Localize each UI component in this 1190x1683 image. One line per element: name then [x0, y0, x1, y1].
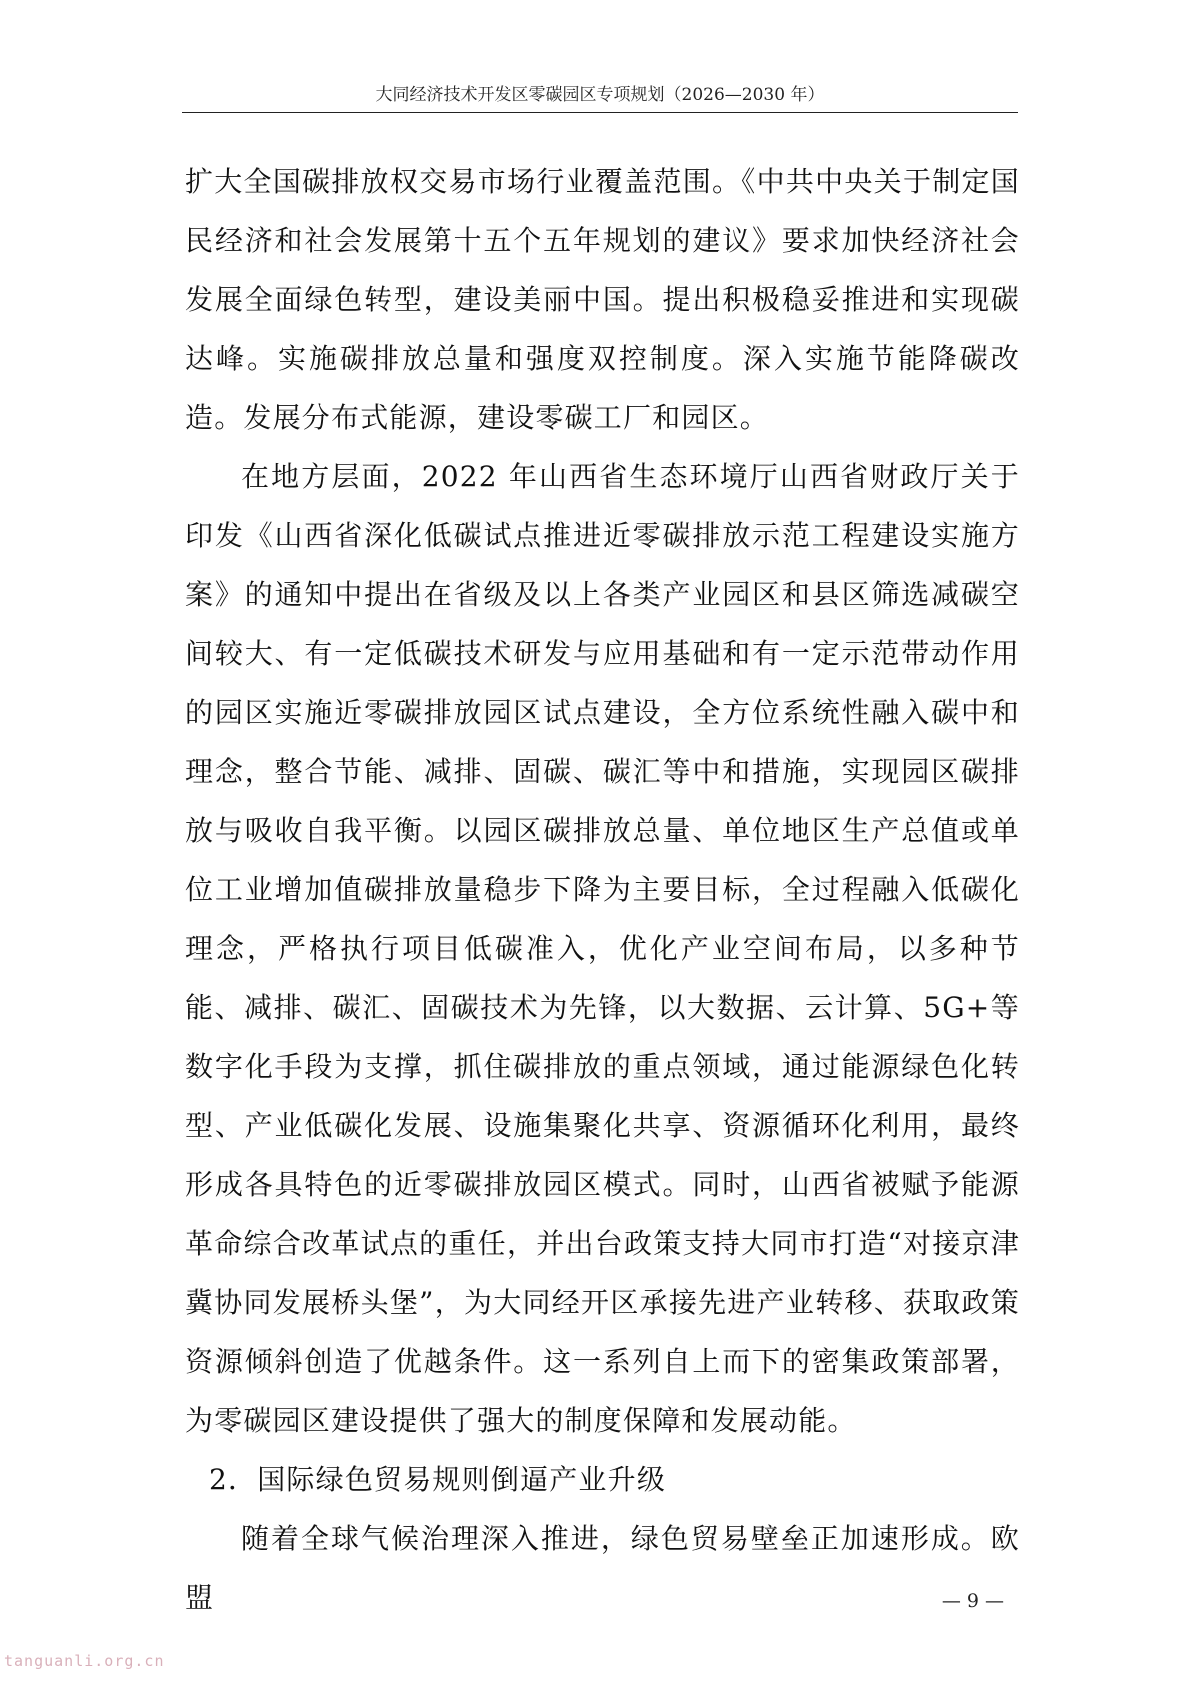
document-body: [185, 152, 1020, 1627]
paragraph-green-trade: 随着全球气候治理深入推进，绿色贸易壁垒正加速形成。欧盟: [185, 1522, 1020, 1614]
watermark: tanguanli.org.cn: [4, 1652, 165, 1670]
paragraph-continuation: 扩大全国碳排放权交易市场行业覆盖范围。《中共中央关于制定国民经济和社会发展第十五个五年规划的建议》要求加快经济社会发展全面绿色转型，建设美丽中国。提出积极稳妥推进和实现碳达峰。实施碳排放总量和强度双控制度。深入实施节能降碳改造。发展分布式能源，建设零碳工厂和园区。: [185, 165, 1020, 434]
paragraph-local-policy: 在地方层面，2022 年山西省生态环境厅山西省财政厅关于印发《山西省深化低碳试点推进近零碳排放示范工程建设实施方案》的通知中提出在省级及以上各类产业园区和县区筛选减碳空间较大、有一定低碳技术研发与应用基础和有一定示范带动作用的园区实施近零碳排放园区试点建设，全方位系统性融入碳中和理念，整合节能、减排、固碳、碳汇等中和措施，实现园区碳排放与吸收自我平衡。以园区碳排放总量、单位地区生产总值或单位工业增加值碳排放量稳步下降为主要目标，全过程融入低碳化理念，严格执行项目低碳准入，优化产业空间布局，以多种节能、减排、碳汇、固碳技术为先锋，以大数据、云计算、5G+等数字化手段为支撑，抓住碳排放的重点领域，通过能源绿色化转型、产业低碳化发展、设施集聚化共享、资源循环化利用，最终形成各具特色的近零碳排放园区模式。同时，山西省被赋予能源革命综合改革试点的重任，并出台政策支持大同市打造“对接京津冀协同发展桥头堡”，为大同经开区承接先进产业转移、获取政策资源倾斜创造了优越条件。这一系列自上而下的密集政策部署，为零碳园区建设提供了强大的制度保障和发展动能。: [185, 460, 1020, 1437]
page-number: — 9 —: [941, 1590, 1004, 1612]
page-header: [182, 78, 1018, 113]
section-heading: 2．国际绿色贸易规则倒逼产业升级: [209, 1463, 667, 1496]
header-title: 大同经济技术开发区零碳园区专项规划（2026—2030 年）: [375, 85, 825, 105]
